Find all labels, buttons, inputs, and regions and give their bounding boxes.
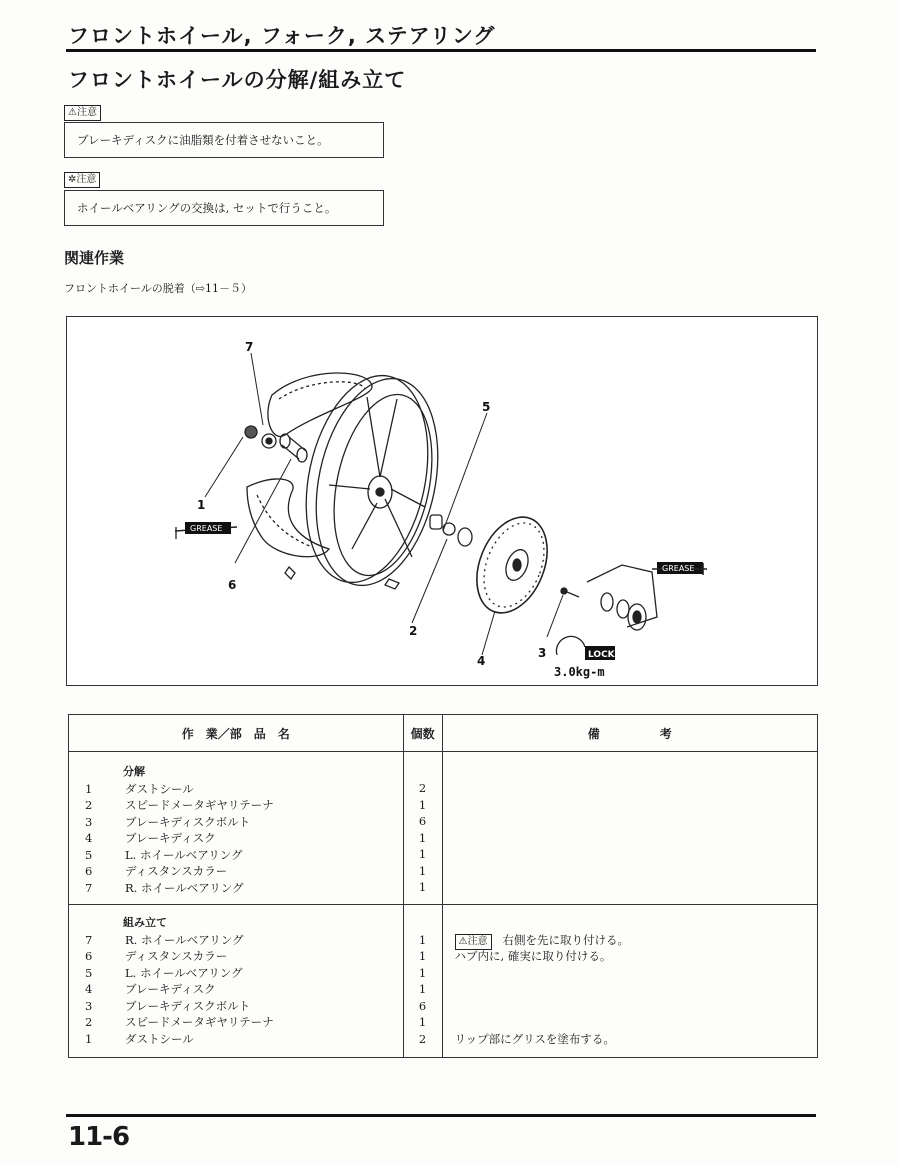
part-name: ブレーキディスクボルト [125,814,251,829]
grease-label: GREASE [662,564,695,573]
quantity-cell: 1 [418,1015,427,1029]
page-number: 11-6 [68,1122,130,1152]
remark-row-6: ハブ内に, 確実に取り付ける。 [454,949,612,963]
callout-5: 5 [482,400,491,414]
table-header-row [69,715,818,752]
quantity-cell: 1 [418,797,427,812]
table-row [69,830,403,847]
header-remarks: 備 考 [442,715,817,752]
disassembly-title: 分解 [123,765,145,778]
caution-badge: ⚠注意 [455,934,492,950]
table-row [69,981,403,998]
header-quantity: 個数 [403,715,442,752]
exploded-diagram [66,316,818,686]
top-rule [66,49,816,52]
part-name: スピードメータギヤリテーナ [125,798,274,812]
caution-box: ブレーキディスクに油脂類を付着させないこと。 [64,122,384,158]
row-number: 3 [85,998,93,1013]
table-row [69,1014,403,1031]
quantity-cell: 6 [418,814,427,828]
part-name: ディスタンスカラー [125,864,228,878]
quantity-cell: 1 [418,965,427,980]
quantity-cell: 1 [418,949,427,963]
part-name: L. ホイールベアリング [125,965,243,980]
part-name: ダストシール [125,781,194,796]
row-number: 5 [85,847,93,862]
row-number: 2 [85,798,93,812]
quantity-cell: 1 [418,880,427,894]
quantity-cell: 1 [418,982,427,996]
part-name: ディスタンスカラー [125,949,228,963]
part-name: L. ホイールベアリング [125,847,243,862]
row-number: 1 [85,1031,93,1046]
table-row [69,797,403,814]
part-name: スピードメータギヤリテーナ [125,1015,274,1029]
row-number: 6 [85,949,93,963]
callout-2: 2 [409,624,418,638]
service-caution-badge: ✲注意 [64,172,100,188]
quantity-cell: 1 [418,863,427,878]
row-number: 4 [85,982,93,996]
table-row [69,948,403,965]
assembly-title: 組み立て [123,916,167,929]
caution-badge: ⚠注意 [64,105,101,121]
callout-1: 1 [197,498,206,512]
header-part-name: 作 業／部 品 名 [69,715,404,752]
section-title: フロントホイールの分解/組み立て [68,68,407,92]
row-number: 7 [85,880,93,895]
lock-label: LOCK [588,650,615,660]
row-number: 4 [85,831,93,845]
quantity-cell: 2 [418,1031,427,1046]
related-work-text: フロントホイールの脱着（⇨11－５） [64,282,252,295]
distance-collar-illustration [280,434,307,462]
part-name: ブレーキディスク [125,831,216,845]
quantity-cell: 1 [418,847,427,861]
callout-6: 6 [228,578,237,592]
row-number: 2 [85,1015,93,1029]
remark-row-7 [443,932,817,949]
service-caution-box: ホイールベアリングの交換は, セットで行うこと。 [64,190,384,226]
callout-7: 7 [245,340,254,354]
part-name: ダストシール [125,1031,194,1046]
row-number: 1 [85,781,93,796]
remark-text: 右側を先に取り付ける。 [502,932,629,947]
disassembly-group [69,752,818,905]
assembly-group [69,905,818,1058]
grease-label: GREASE [190,524,223,533]
table-row [69,998,403,1015]
table-row [69,847,403,864]
related-work-heading: 関連作業 [64,249,125,267]
table-row [69,1031,403,1048]
callout-3: 3 [538,646,547,660]
speedometer-gear-illustration [285,565,657,630]
torque-value: 3.0kg-m [554,665,605,679]
quantity-cell: 1 [418,932,427,947]
quantity-cell: 2 [418,781,427,795]
table-row [69,814,403,831]
row-number: 3 [85,814,93,829]
chapter-title: フロントホイール, フォーク, ステアリング [68,24,496,48]
quantity-cell: 6 [418,998,427,1013]
part-name: R. ホイールベアリング [125,880,244,895]
row-number: 5 [85,965,93,980]
brake-disc-illustration [464,507,561,624]
bottom-rule [66,1114,816,1117]
callout-4: 4 [477,654,486,668]
table-row [69,932,403,949]
table-row [69,781,403,798]
wheel-rim-illustration [288,364,455,597]
part-name: ブレーキディスクボルト [125,998,251,1013]
quantity-cell: 1 [418,830,427,845]
table-row [69,965,403,982]
row-number: 6 [85,864,93,878]
table-row [69,880,403,897]
row-number: 7 [85,932,93,947]
table-row [69,863,403,880]
remark-row-1: リップ部にグリスを塗布する。 [454,1031,615,1046]
part-name: ブレーキディスク [125,982,216,996]
grease-gun-icon [175,522,707,575]
parts-table [68,714,818,1058]
part-name: R. ホイールベアリング [125,932,244,947]
